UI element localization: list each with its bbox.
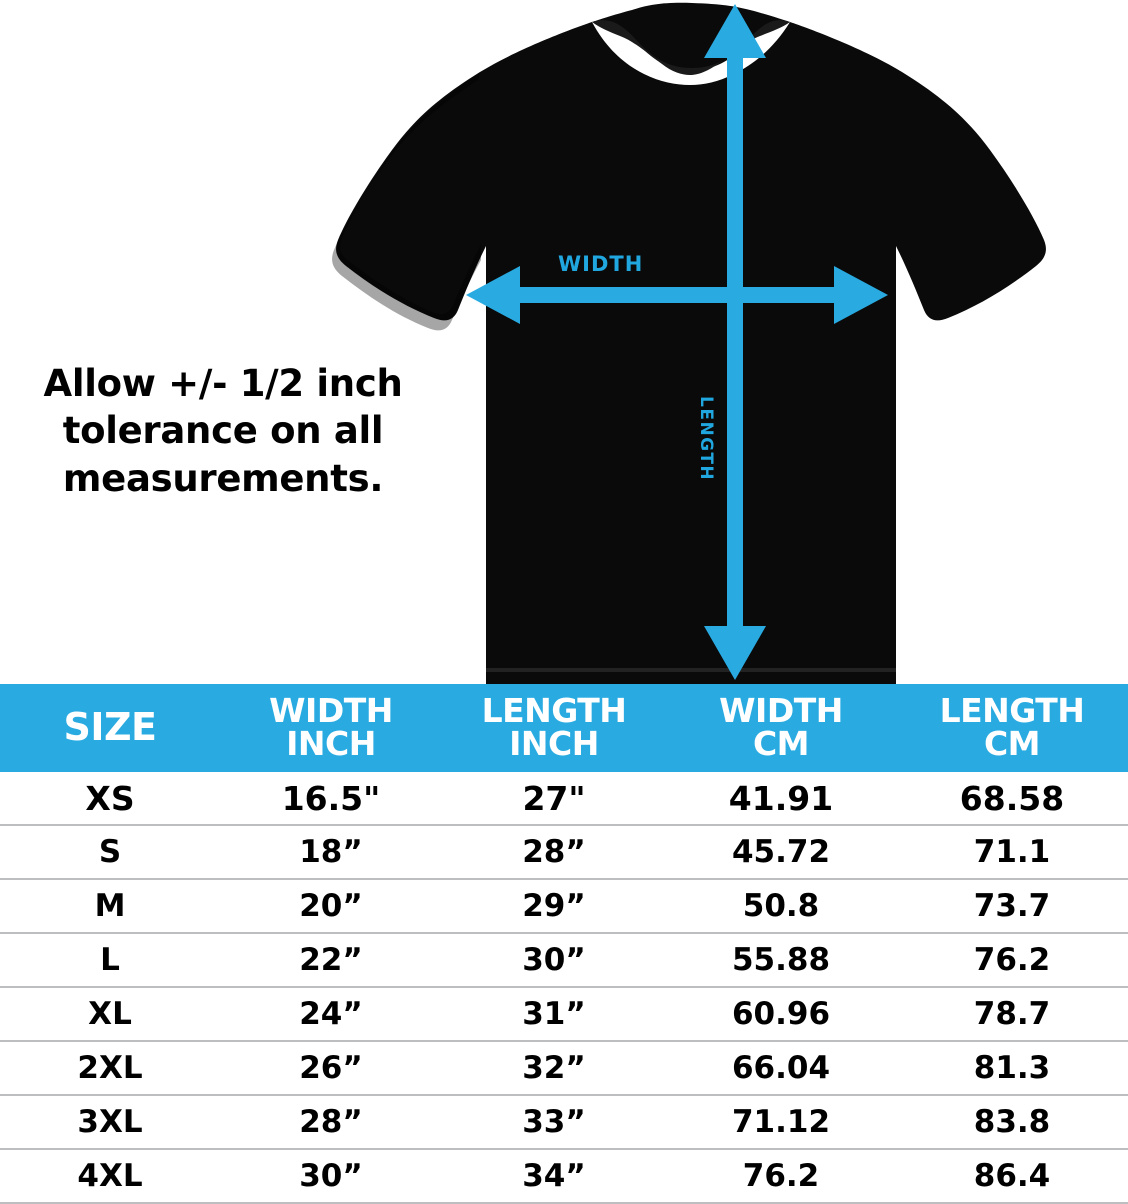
column-header-length-cm	[896, 684, 1128, 772]
length-label: LENGTH	[696, 396, 716, 482]
cell-width-inch: 22”	[220, 933, 442, 987]
cell-size: XL	[0, 987, 220, 1041]
cell-length-cm: 71.1	[896, 825, 1128, 879]
cell-width-cm: 66.04	[666, 1041, 896, 1095]
cell-length-inch: 27"	[442, 772, 666, 825]
size-table	[0, 684, 1128, 1204]
cell-length-inch: 32”	[442, 1041, 666, 1095]
column-header-length-inch-line2: INCH	[509, 724, 599, 763]
column-header-width-inch-line1: WIDTH	[269, 691, 393, 730]
cell-length-cm: 81.3	[896, 1041, 1128, 1095]
column-header-width-cm-line1: WIDTH	[719, 691, 843, 730]
cell-size: M	[0, 879, 220, 933]
cell-length-inch: 28”	[442, 825, 666, 879]
table-row	[0, 825, 1128, 879]
column-header-width-cm	[666, 684, 896, 772]
column-header-width-inch-line2: INCH	[286, 724, 376, 763]
column-header-size	[0, 684, 220, 772]
cell-width-cm: 71.12	[666, 1095, 896, 1149]
cell-size: 4XL	[0, 1149, 220, 1203]
cell-size: L	[0, 933, 220, 987]
cell-width-cm: 76.2	[666, 1149, 896, 1203]
size-table-container	[0, 684, 1128, 1204]
cell-size: S	[0, 825, 220, 879]
cell-width-cm: 41.91	[666, 772, 896, 825]
cell-length-inch: 30”	[442, 933, 666, 987]
cell-width-inch: 28”	[220, 1095, 442, 1149]
tshirt-icon	[330, 0, 1050, 684]
cell-width-inch: 16.5"	[220, 772, 442, 825]
cell-length-inch: 29”	[442, 879, 666, 933]
cell-length-cm: 68.58	[896, 772, 1128, 825]
cell-length-cm: 76.2	[896, 933, 1128, 987]
table-row	[0, 1041, 1128, 1095]
cell-width-cm: 45.72	[666, 825, 896, 879]
cell-width-inch: 18”	[220, 825, 442, 879]
column-header-length-inch	[442, 684, 666, 772]
table-row	[0, 987, 1128, 1041]
table-row	[0, 1149, 1128, 1203]
cell-size: XS	[0, 772, 220, 825]
cell-width-inch: 24”	[220, 987, 442, 1041]
cell-length-inch: 31”	[442, 987, 666, 1041]
cell-size: 3XL	[0, 1095, 220, 1149]
cell-width-cm: 55.88	[666, 933, 896, 987]
table-row	[0, 879, 1128, 933]
cell-length-cm: 83.8	[896, 1095, 1128, 1149]
column-header-width-cm-line2: CM	[752, 724, 810, 763]
cell-length-cm: 73.7	[896, 879, 1128, 933]
cell-length-inch: 33”	[442, 1095, 666, 1149]
cell-size: 2XL	[0, 1041, 220, 1095]
cell-width-cm: 50.8	[666, 879, 896, 933]
column-header-size-line1: SIZE	[63, 705, 157, 749]
table-header-row	[0, 684, 1128, 772]
tolerance-note: Allow +/- 1/2 inch tolerance on all measurements.	[43, 362, 403, 500]
cell-length-cm: 86.4	[896, 1149, 1128, 1203]
table-row	[0, 772, 1128, 825]
cell-width-inch: 20”	[220, 879, 442, 933]
width-label: WIDTH	[558, 252, 644, 276]
cell-width-cm: 60.96	[666, 987, 896, 1041]
column-header-length-cm-line2: CM	[983, 724, 1041, 763]
cell-width-inch: 26”	[220, 1041, 442, 1095]
table-row	[0, 1095, 1128, 1149]
column-header-length-cm-line1: LENGTH	[939, 691, 1085, 730]
cell-width-inch: 30”	[220, 1149, 442, 1203]
cell-length-cm: 78.7	[896, 987, 1128, 1041]
cell-length-inch: 34”	[442, 1149, 666, 1203]
table-row	[0, 933, 1128, 987]
column-header-length-inch-line1: LENGTH	[481, 691, 627, 730]
column-header-width-inch	[220, 684, 442, 772]
